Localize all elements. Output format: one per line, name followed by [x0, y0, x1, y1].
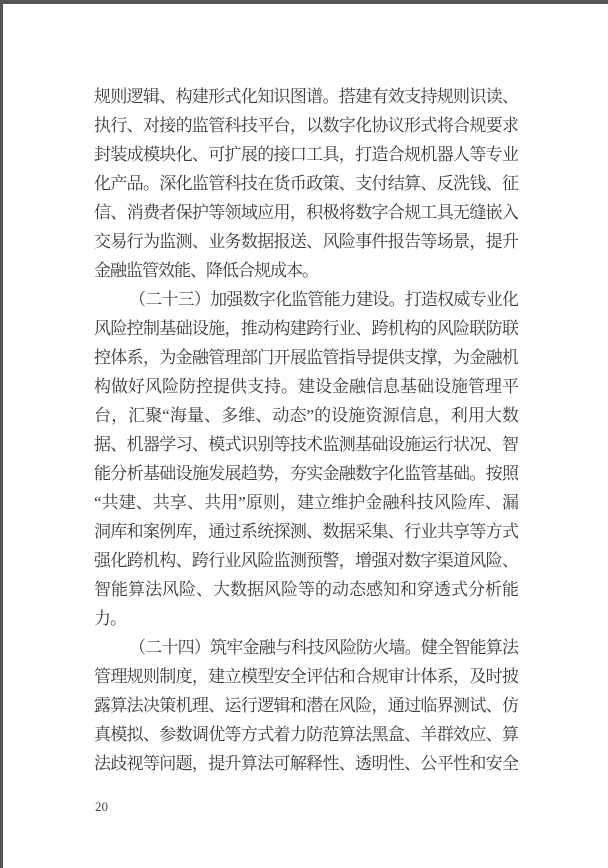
text-line: 执行、对接的监管科技平台，以数字化协议形式将合规要求 [94, 116, 518, 135]
text-line: 管理规则制度，建立模型安全评估和合规审计体系，及时披 [94, 667, 518, 686]
text-line: 真模拟、参数调优等方式着力防范算法黑盒、羊群效应、算 [94, 725, 518, 744]
text-line: “共建、共享、共用”原则，建立维护金融科技风险库、漏 [94, 493, 518, 512]
text-line: 法歧视等问题，提升算法可解释性、透明性、公平性和安全 [94, 754, 518, 773]
text-line: 力。 [94, 609, 126, 628]
page-left-edge [0, 0, 3, 868]
text-line: 规则逻辑、构建形式化知识图谱。搭建有效支持规则识读、 [94, 87, 518, 106]
text-line: （二十四）筑牢金融与科技风险防火墙。健全智能算法 [129, 638, 518, 657]
document-text [94, 82, 518, 778]
text-line: 洞库和案例库，通过系统探测、数据采集、行业共享等方式 [94, 522, 518, 541]
text-line: 据、机器学习、模式识别等技术监测基础设施运行状况、智 [94, 435, 518, 454]
text-line: 封装成模块化、可扩展的接口工具，打造合规机器人等专业 [94, 145, 518, 164]
text-line: 强化跨机构、跨行业风险监测预警，增强对数字渠道风险、 [94, 551, 518, 570]
text-line: 构做好风险防控提供支持。建设金融信息基础设施管理平 [94, 377, 518, 396]
text-line: 交易行为监测、业务数据报送、风险事件报告等场景，提升 [94, 232, 518, 251]
text-line: 风险控制基础设施，推动构建跨行业、跨机构的风险联防联 [94, 319, 518, 338]
text-line: 台，汇聚“海量、多维、动态”的设施资源信息，利用大数 [94, 406, 518, 425]
text-line: 化产品。深化监管科技在货币政策、支付结算、反洗钱、征 [94, 174, 518, 193]
page-top-edge [0, 0, 608, 4]
text-line: 露算法决策机理、运行逻辑和潜在风险，通过临界测试、仿 [94, 696, 518, 715]
text-line: 控体系，为金融管理部门开展监管指导提供支撑，为金融机 [94, 348, 518, 367]
text-line: 能分析基础设施发展趋势，夯实金融数字化监管基础。按照 [94, 464, 518, 483]
text-line: （二十三）加强数字化监管能力建设。打造权威专业化 [129, 290, 518, 309]
text-line: 信、消费者保护等领域应用，积极将数字合规工具无缝嵌入 [94, 203, 518, 222]
text-line: 金融监管效能、降低合规成本。 [94, 261, 318, 280]
text-line: 智能算法风险、大数据风险等的动态感知和穿透式分析能 [94, 580, 518, 599]
page-number: 20 [95, 799, 108, 814]
